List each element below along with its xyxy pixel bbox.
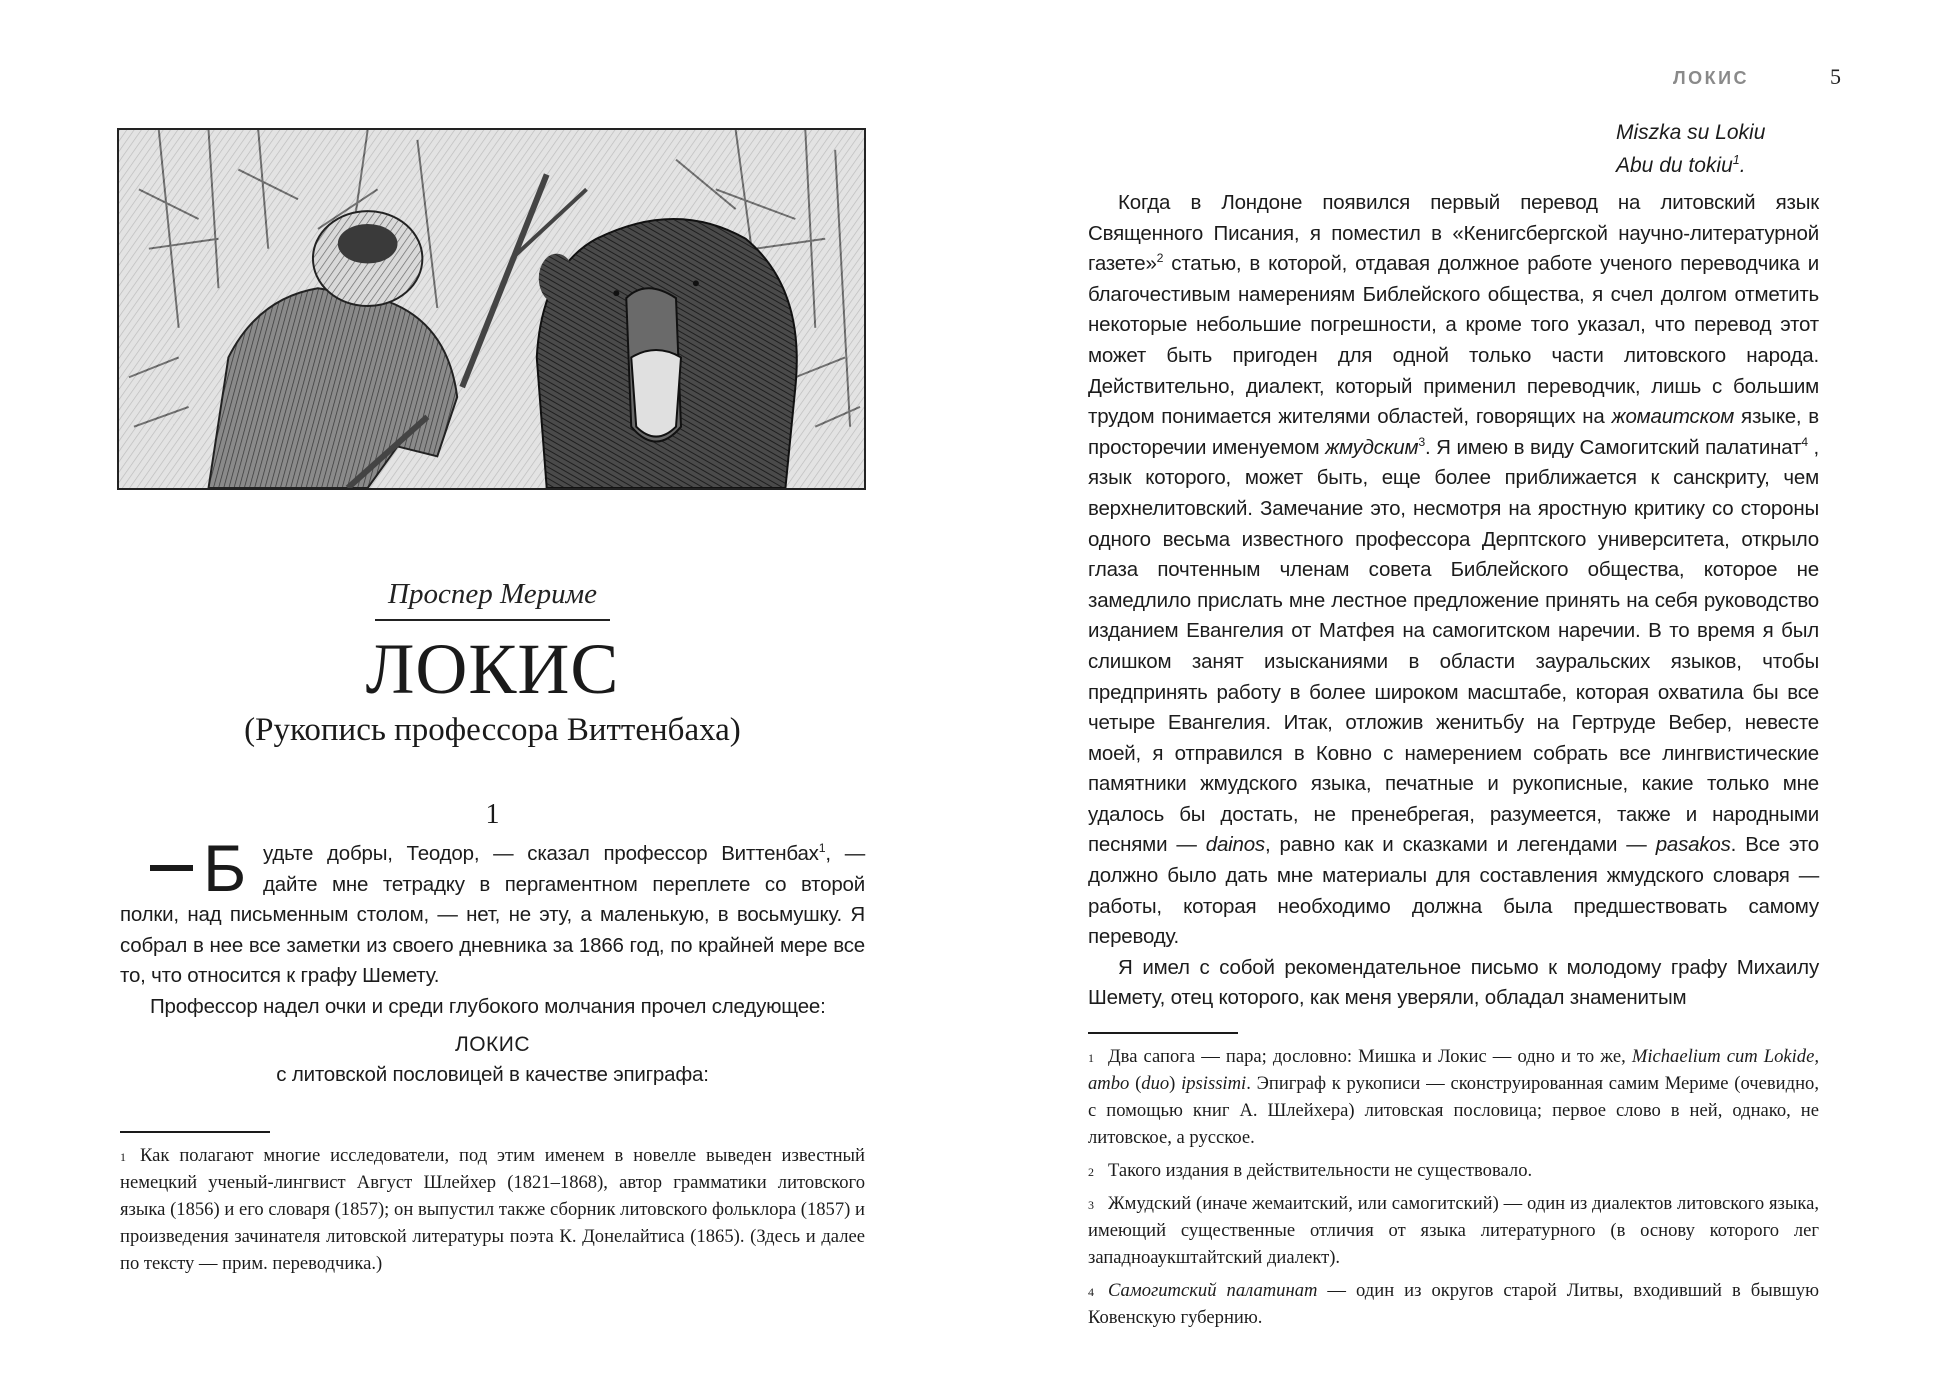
footnote-separator xyxy=(120,1131,270,1133)
opening-paragraph-rest: письменным столом, — нет, не эту, а маленькую, в восьмушку. Я собрал в нее все заметки из своего дневника за 1866 год, по крайней мере все то, что относится к графу Шемету. xyxy=(120,903,866,988)
left-page-flow xyxy=(120,575,865,1277)
footnote-ref-1[interactable]: 1 xyxy=(818,841,826,856)
paragraph-london: Когда в Лондоне появился первый перевод на литовский язык Священного Писания, я поместил в «Кенигсбергской научно-литературной газете»$^2$ статью, в которой, отдавая должное работе ученого переводчика и благочестивым намерениям Библейского общества, я счел долгом отметить некоторые небольшие погрешности, а кроме того указал, что перевод этот может быть пригоден для одной только части литовского народа. Действительно, диалект, который применил переводчик, лишь с большим трудом понимается жителями областей, говорящих на жомаитском языке, в просторечии именуемом жмудским$^3$. Я имею в виду Самогитский палатинат$^4$ , язык которого, может быть, еще более приближается к санскриту, чем верхнелитовский. Замечание это, несмотря на яростную критику со стороны одного весьма известного профессора Дерптского университета, открыло глаза почтенным членам совета Библейского общества, которое не замедлило прислать мне лестное предложение принять на себя руководство изданием Евангелия от Матфея на самогитском наречии. В то время я был слишком занят изысканиями в области зауральских языков, чтобы предпринять работу в более широком масштабе, которая охватила бы все четыре Евангелия. Итак, отложив женитьбу на Гертруде Вебер, невесте моей, я отправился в Ковно с намерением собрать все лингвистические памятники жмудского языка, печатные и рукописные, какие только мне удалось бы достать, не пренебрегая, разумеется, также и народными песнями — dainos, равно как и сказками и легендами — pasakos. Все это должно было дать мне материалы для составления жмудского словаря — работы, которая необходимо должна была предшествовать самому переводу. xyxy=(1088,191,1820,949)
footnote-ref-1[interactable]: 1 xyxy=(1732,153,1740,167)
opening-line-1: удьте добры, Теодор, — сказал профессор Виттенбах$^1$, — дайте мне тетрадку в пергаментном переплете со второй полки, над письменным столом, — нет, не эту, а маленькую, в восьмушку. Я собрал в нее все заметки из своего дневника за 1866 год, по крайней мере все то, что относится к графу Шемету. xyxy=(120,841,866,988)
epigraph xyxy=(1616,116,1819,182)
right-body-text xyxy=(1088,188,1819,1014)
footnote-1: $^1$ Два сапога — пара; дословно: Мишка и Локис — одно и то же, Michaelium cum Lokide, ambo (duo) ipsissimi. Эпиграф к рукописи — сконструированная самим Мериме (очевидно, с помощью книг А. Шлейхера) литовская пословица; первое слово в ней, однако, не литовское, а русское. xyxy=(1088,1046,1820,1149)
opening-line-2: мне тетрадку в пергаментном переплете со второй полки, над xyxy=(120,872,865,927)
right-page-flow xyxy=(1088,116,1819,1337)
footnote-ref-4[interactable]: 4 xyxy=(1801,434,1808,449)
footnote-separator xyxy=(1088,1032,1238,1034)
author-underline xyxy=(375,619,610,621)
footnote-1: $^1$ Как полагают многие исследователи, под этим именем в новелле выведен известный немецкий ученый-лингвист Август Шлейхер (1821–1868), автор грамматики литовского языка (1856) и его словаря (1857); он выпустил также сборник литовского фольклора (1857) и произведения зачинателя литовской литературы поэта К. Донелайтиса (1865). (Здесь и далее по тексту — прим. переводчика.) xyxy=(120,1144,865,1274)
page-number: 5 xyxy=(1830,64,1841,89)
drop-cap: Б xyxy=(203,831,247,905)
chapter-number: 1 xyxy=(485,799,500,830)
footnote-3: $^3$ Жмудский (иначе жемаитский, или самогитский) — один из диалектов литовского языка, имеющий существенные отличия от языка литературного (в основу которого лег западноаукштайтский диалект). xyxy=(1088,1193,1819,1269)
bear-figure xyxy=(537,219,797,488)
story-subtitle: (Рукопись профессора Виттенбаха) xyxy=(244,712,741,748)
drop-cap-block xyxy=(120,831,258,905)
story-title: ЛОКИС xyxy=(365,629,620,709)
footnote-2: $^2$ Такого издания в действительности не существовало. xyxy=(1088,1160,1533,1182)
opening-dash xyxy=(150,865,193,871)
right-page xyxy=(973,0,1946,1391)
author-name: Проспер Мериме xyxy=(388,578,597,610)
running-head: ЛОКИС xyxy=(1673,68,1750,88)
epigraph-line-2: Abu du tokiu$^1$. xyxy=(1616,153,1746,177)
left-footnotes xyxy=(120,1131,865,1277)
footnote-ref-3[interactable]: 3 xyxy=(1418,434,1425,449)
manuscript-title: ЛОКИС xyxy=(454,1032,531,1056)
left-body-text xyxy=(120,831,866,1091)
bear-attack-illustration xyxy=(117,128,866,490)
manuscript-subtitle: с литовской пословицей в качестве эпиграфа: xyxy=(276,1063,709,1087)
paragraph-professor: Профессор надел очки и среди глубокого молчания прочел следующее: xyxy=(150,994,826,1018)
footnote-ref-2[interactable]: 2 xyxy=(1156,251,1164,266)
right-footnotes xyxy=(1088,1032,1819,1331)
opening-lines xyxy=(120,831,866,992)
epigraph-line-1: Miszka su Lokiu xyxy=(1616,121,1766,144)
footnote-4: $^4$ Самогитский палатинат — один из округов старой Литвы, входивший в бывшую Ковенскую губернию. xyxy=(1088,1280,1819,1329)
paragraph-letter: Я имел с собой рекомендательное письмо к молодому графу Михаилу Шемету, отец которого, как меня уверяли, обладал знаменитым xyxy=(1088,955,1819,1010)
engraving-image xyxy=(119,130,864,488)
